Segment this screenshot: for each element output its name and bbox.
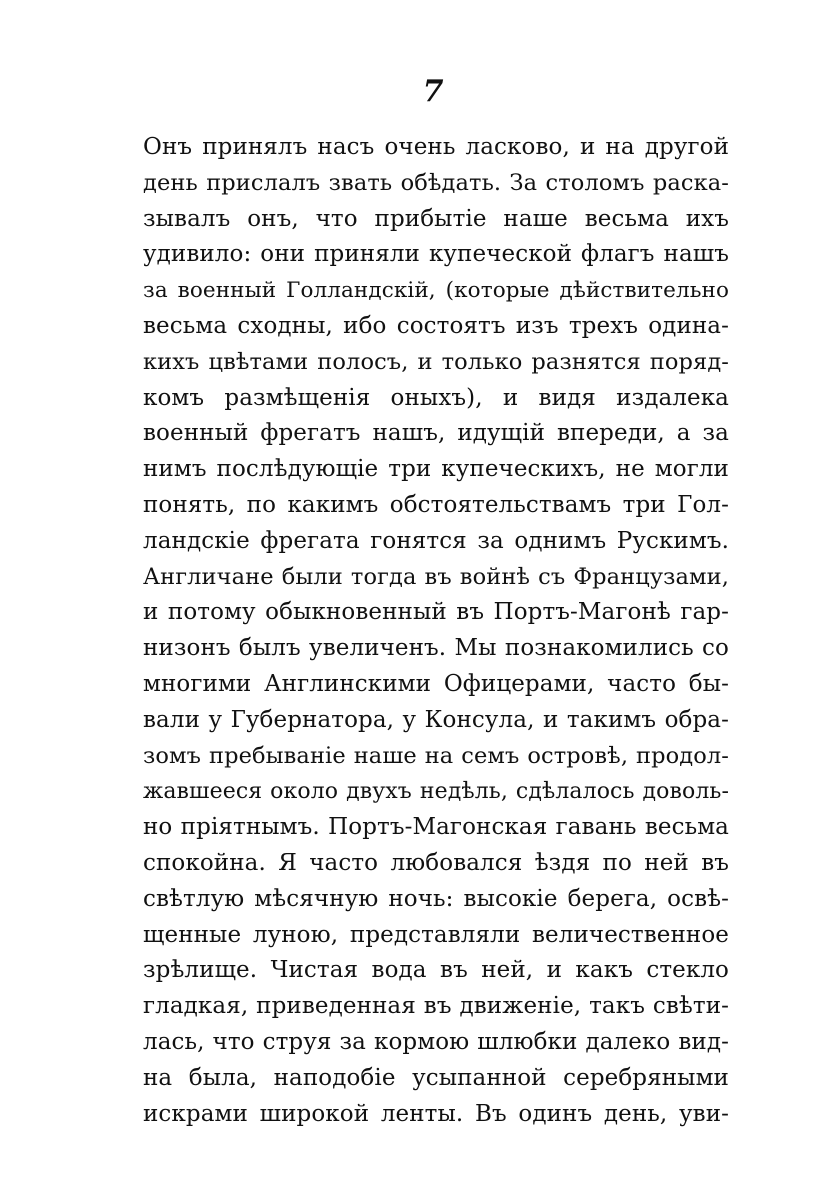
text-line: зывалъ онъ, что прибытіе наше весьма ихъ [143,205,729,232]
text-line: комъ размѣщенія оныхъ), и видя издалека [143,384,729,411]
text-line: ландскіе фрегата гонятся за однимъ Рускимъ. [143,527,729,554]
body-text [143,130,729,1132]
text-line: кихъ цвѣтами полосъ, и только разнятся поряд- [143,348,729,375]
text-line: жавшееся около двухъ недѣль, сдѣлалось доволь- [143,779,729,805]
text-line: лась, что струя за кормою шлюбки далеко вид- [143,1028,729,1055]
text-line: вали у Губернатора, у Консула, и такимъ обра- [143,706,729,733]
text-line: искрами широкой ленты. Въ одинъ день, уви- [143,1100,729,1127]
text-line: на была, наподобіе усыпанной серебряными [143,1064,729,1091]
text-line: но пріятнымъ. Портъ-Магонская гавань весьма [143,814,729,841]
text-line: многими Англинскими Офицерами, часто бы- [143,670,729,697]
page-number: 7 [422,74,444,109]
text-line: за военный Голландскій, (которые дѣйствительно [143,278,729,304]
text-line: и потому обыкновенный въ Портъ-Магонѣ гар- [143,599,729,626]
text-line: весьма сходны, ибо состоятъ изъ трехъ одина- [143,312,729,339]
text-line: зомъ пребываніе наше на семъ островѣ, продол- [143,742,729,769]
text-line: низонъ былъ увеличенъ. Мы познакомились со [143,635,729,662]
text-line: понять, по какимъ обстоятельствамъ три Гол- [143,491,729,518]
text-line: военный фрегатъ нашъ, идущій впереди, а за [143,420,729,447]
text-line: спокойна. Я часто любовался ѣздя по ней въ [143,849,729,876]
text-line: день прислалъ звать обѣдать. За столомъ раска- [143,169,729,196]
text-line: свѣтлую мѣсячную ночь: высокіе берега, освѣ- [143,885,729,912]
text-line: Онъ принялъ насъ очень ласково, и на другой [143,134,729,160]
text-line: гладкая, приведенная въ движеніе, такъ свѣти- [143,993,729,1020]
text-line: зрѣлище. Чистая вода въ ней, и какъ стекло [143,957,729,984]
text-line: нимъ послѣдующіе три купеческихъ, не могли [143,456,729,483]
text-line: удивило: они приняли купеческой флагъ нашъ [143,241,729,268]
text-line: щенные луною, представляли величественное [143,921,729,948]
text-line: Англичане были тогда въ войнѣ съ Французами, [143,563,729,590]
